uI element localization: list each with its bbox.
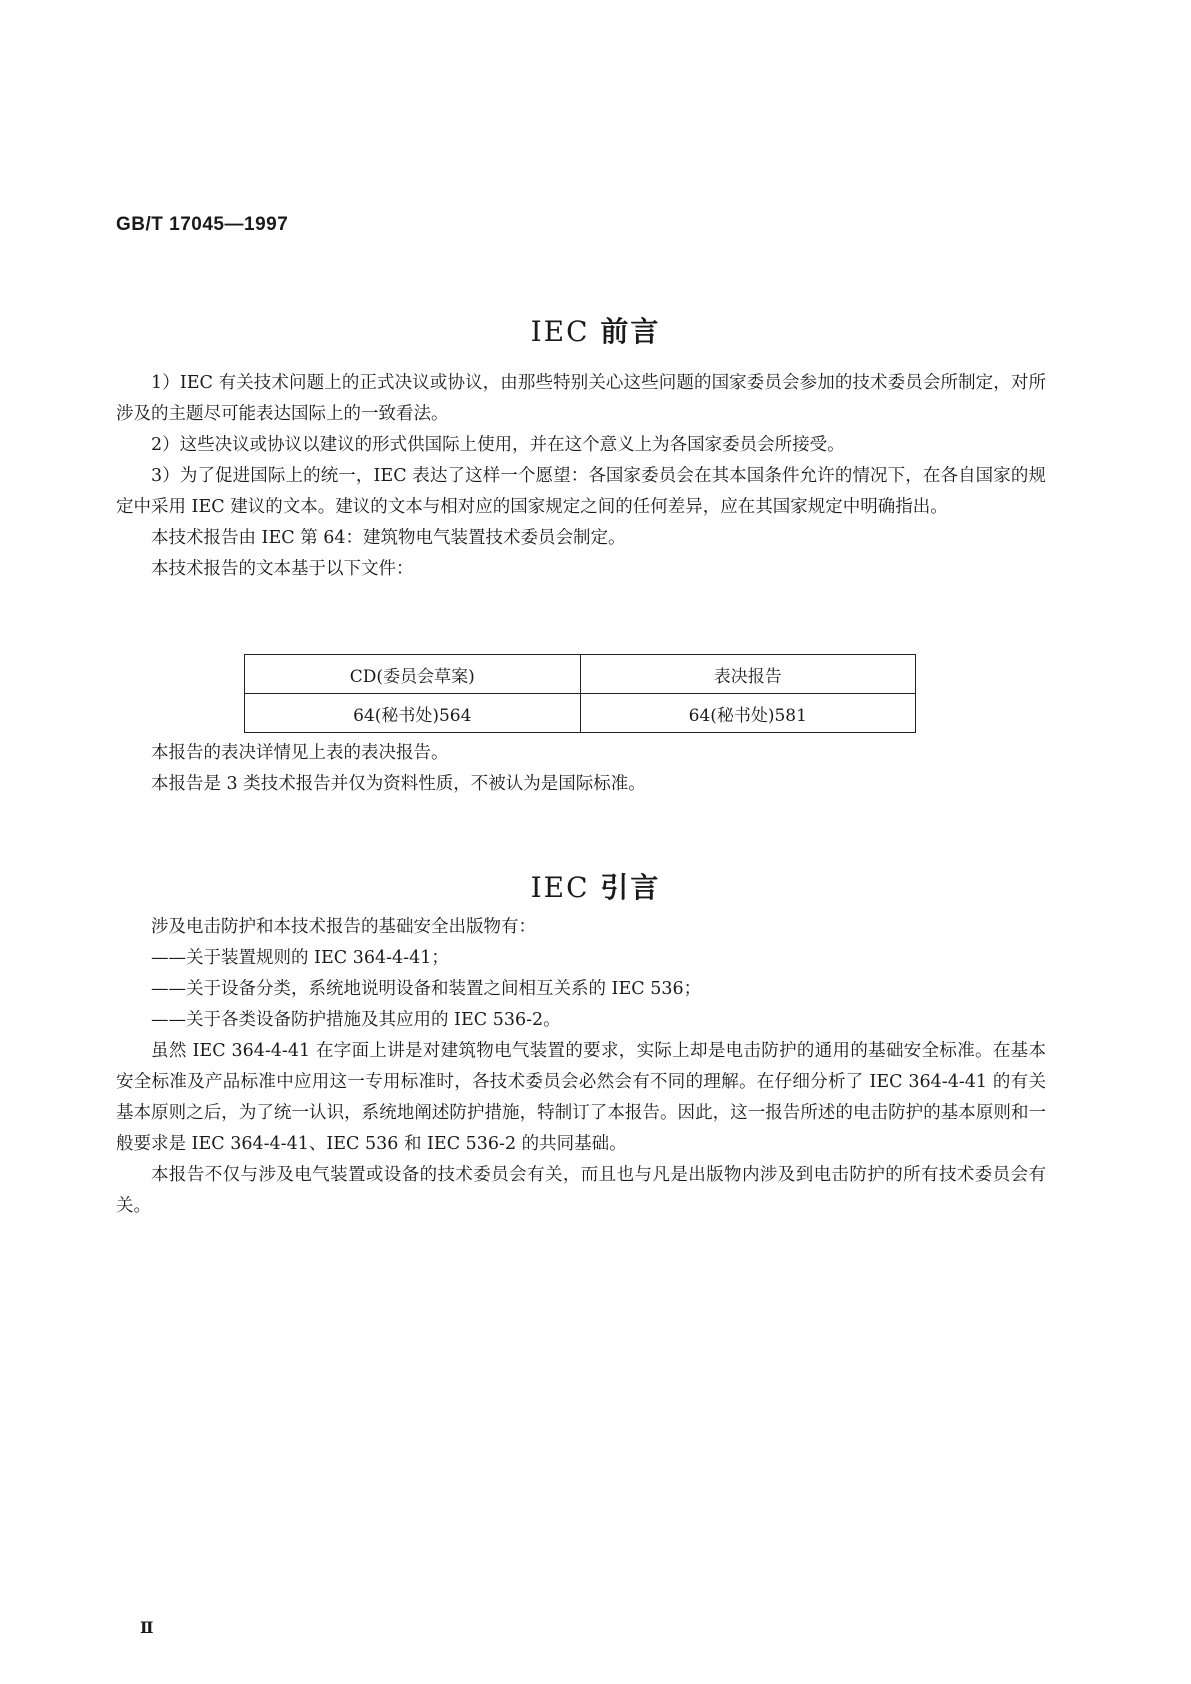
table-header-cell: CD(委员会草案) (245, 655, 581, 694)
foreword-paragraph: 3）为了促进国际上的统一，IEC 表达了这样一个愿望：各国家委员会在其本国条件允许的情况下，在各自国家的规定中采用 IEC 建议的文本。建议的文本与相对应的国家规定之间的任何差异，应在其国家规定中明确指出。 (116, 466, 1046, 517)
documents-table (244, 654, 916, 733)
foreword-title (0, 310, 1191, 350)
introduction-title-cjk: 引言 (600, 871, 661, 904)
list-item: ——关于各类设备防护措施及其应用的 IEC 536-2。 (151, 1010, 561, 1030)
introduction-title-latin: IEC (530, 871, 590, 904)
introduction-body (116, 912, 1046, 1222)
table-cell: 64(秘书处)564 (245, 694, 581, 733)
table-cell: 64(秘书处)581 (580, 694, 916, 733)
table-row (245, 694, 916, 733)
foreword-paragraph: 2）这些决议或协议以建议的形式供国际上使用，并在这个意义上为各国家委员会所接受。 (151, 435, 845, 455)
foreword-paragraph: 1）IEC 有关技术问题上的正式决议或协议，由那些特别关心这些问题的国家委员会参加的技术委员会所制定，对所涉及的主题尽可能表达国际上的一致看法。 (116, 373, 1046, 424)
list-item: ——关于装置规则的 IEC 364-4-41； (151, 948, 449, 968)
foreword-paragraph: 本报告的表决详情见上表的表决报告。 (151, 743, 449, 763)
introduction-lead: 涉及电击防护和本技术报告的基础安全出版物有： (151, 917, 536, 937)
foreword-paragraph: 本技术报告的文本基于以下文件： (151, 559, 414, 579)
list-item: ——关于设备分类，系统地说明设备和装置之间相互关系的 IEC 536； (151, 979, 702, 999)
introduction-title (0, 866, 1191, 906)
foreword-after-table (116, 738, 1046, 800)
introduction-paragraph: 虽然 IEC 364-4-41 在字面上讲是对建筑物电气装置的要求，实际上却是电击防护的通用的基础安全标准。在基本安全标准及产品标准中应用这一专用标准时，各技术委员会必然会有不同的理解。在仔细分析了 IEC 364-4-41 的有关基本原则之后，为了统一认识，系统地阐述防护措施，特制订了本报告。因此，这一报告所述的电击防护的基本原则和一般要求是 IEC 364-4-41、IEC 536 和 IEC 536-2 的共同基础。 (116, 1041, 1046, 1154)
foreword-title-latin: IEC (530, 315, 590, 348)
table-header-cell: 表决报告 (580, 655, 916, 694)
table-header-row (245, 655, 916, 694)
foreword-body (116, 368, 1046, 585)
foreword-paragraph: 本报告是 3 类技术报告并仅为资料性质，不被认为是国际标准。 (151, 774, 646, 794)
foreword-title-cjk: 前言 (600, 315, 661, 348)
introduction-paragraph: 本报告不仅与涉及电气装置或设备的技术委员会有关，而且也与凡是出版物内涉及到电击防护的所有技术委员会有关。 (116, 1165, 1046, 1216)
foreword-paragraph: 本技术报告由 IEC 第 64：建筑物电气装置技术委员会制定。 (151, 528, 626, 548)
standard-code: GB/T 17045—1997 (116, 214, 289, 235)
page-number: Ⅱ (140, 1618, 154, 1637)
